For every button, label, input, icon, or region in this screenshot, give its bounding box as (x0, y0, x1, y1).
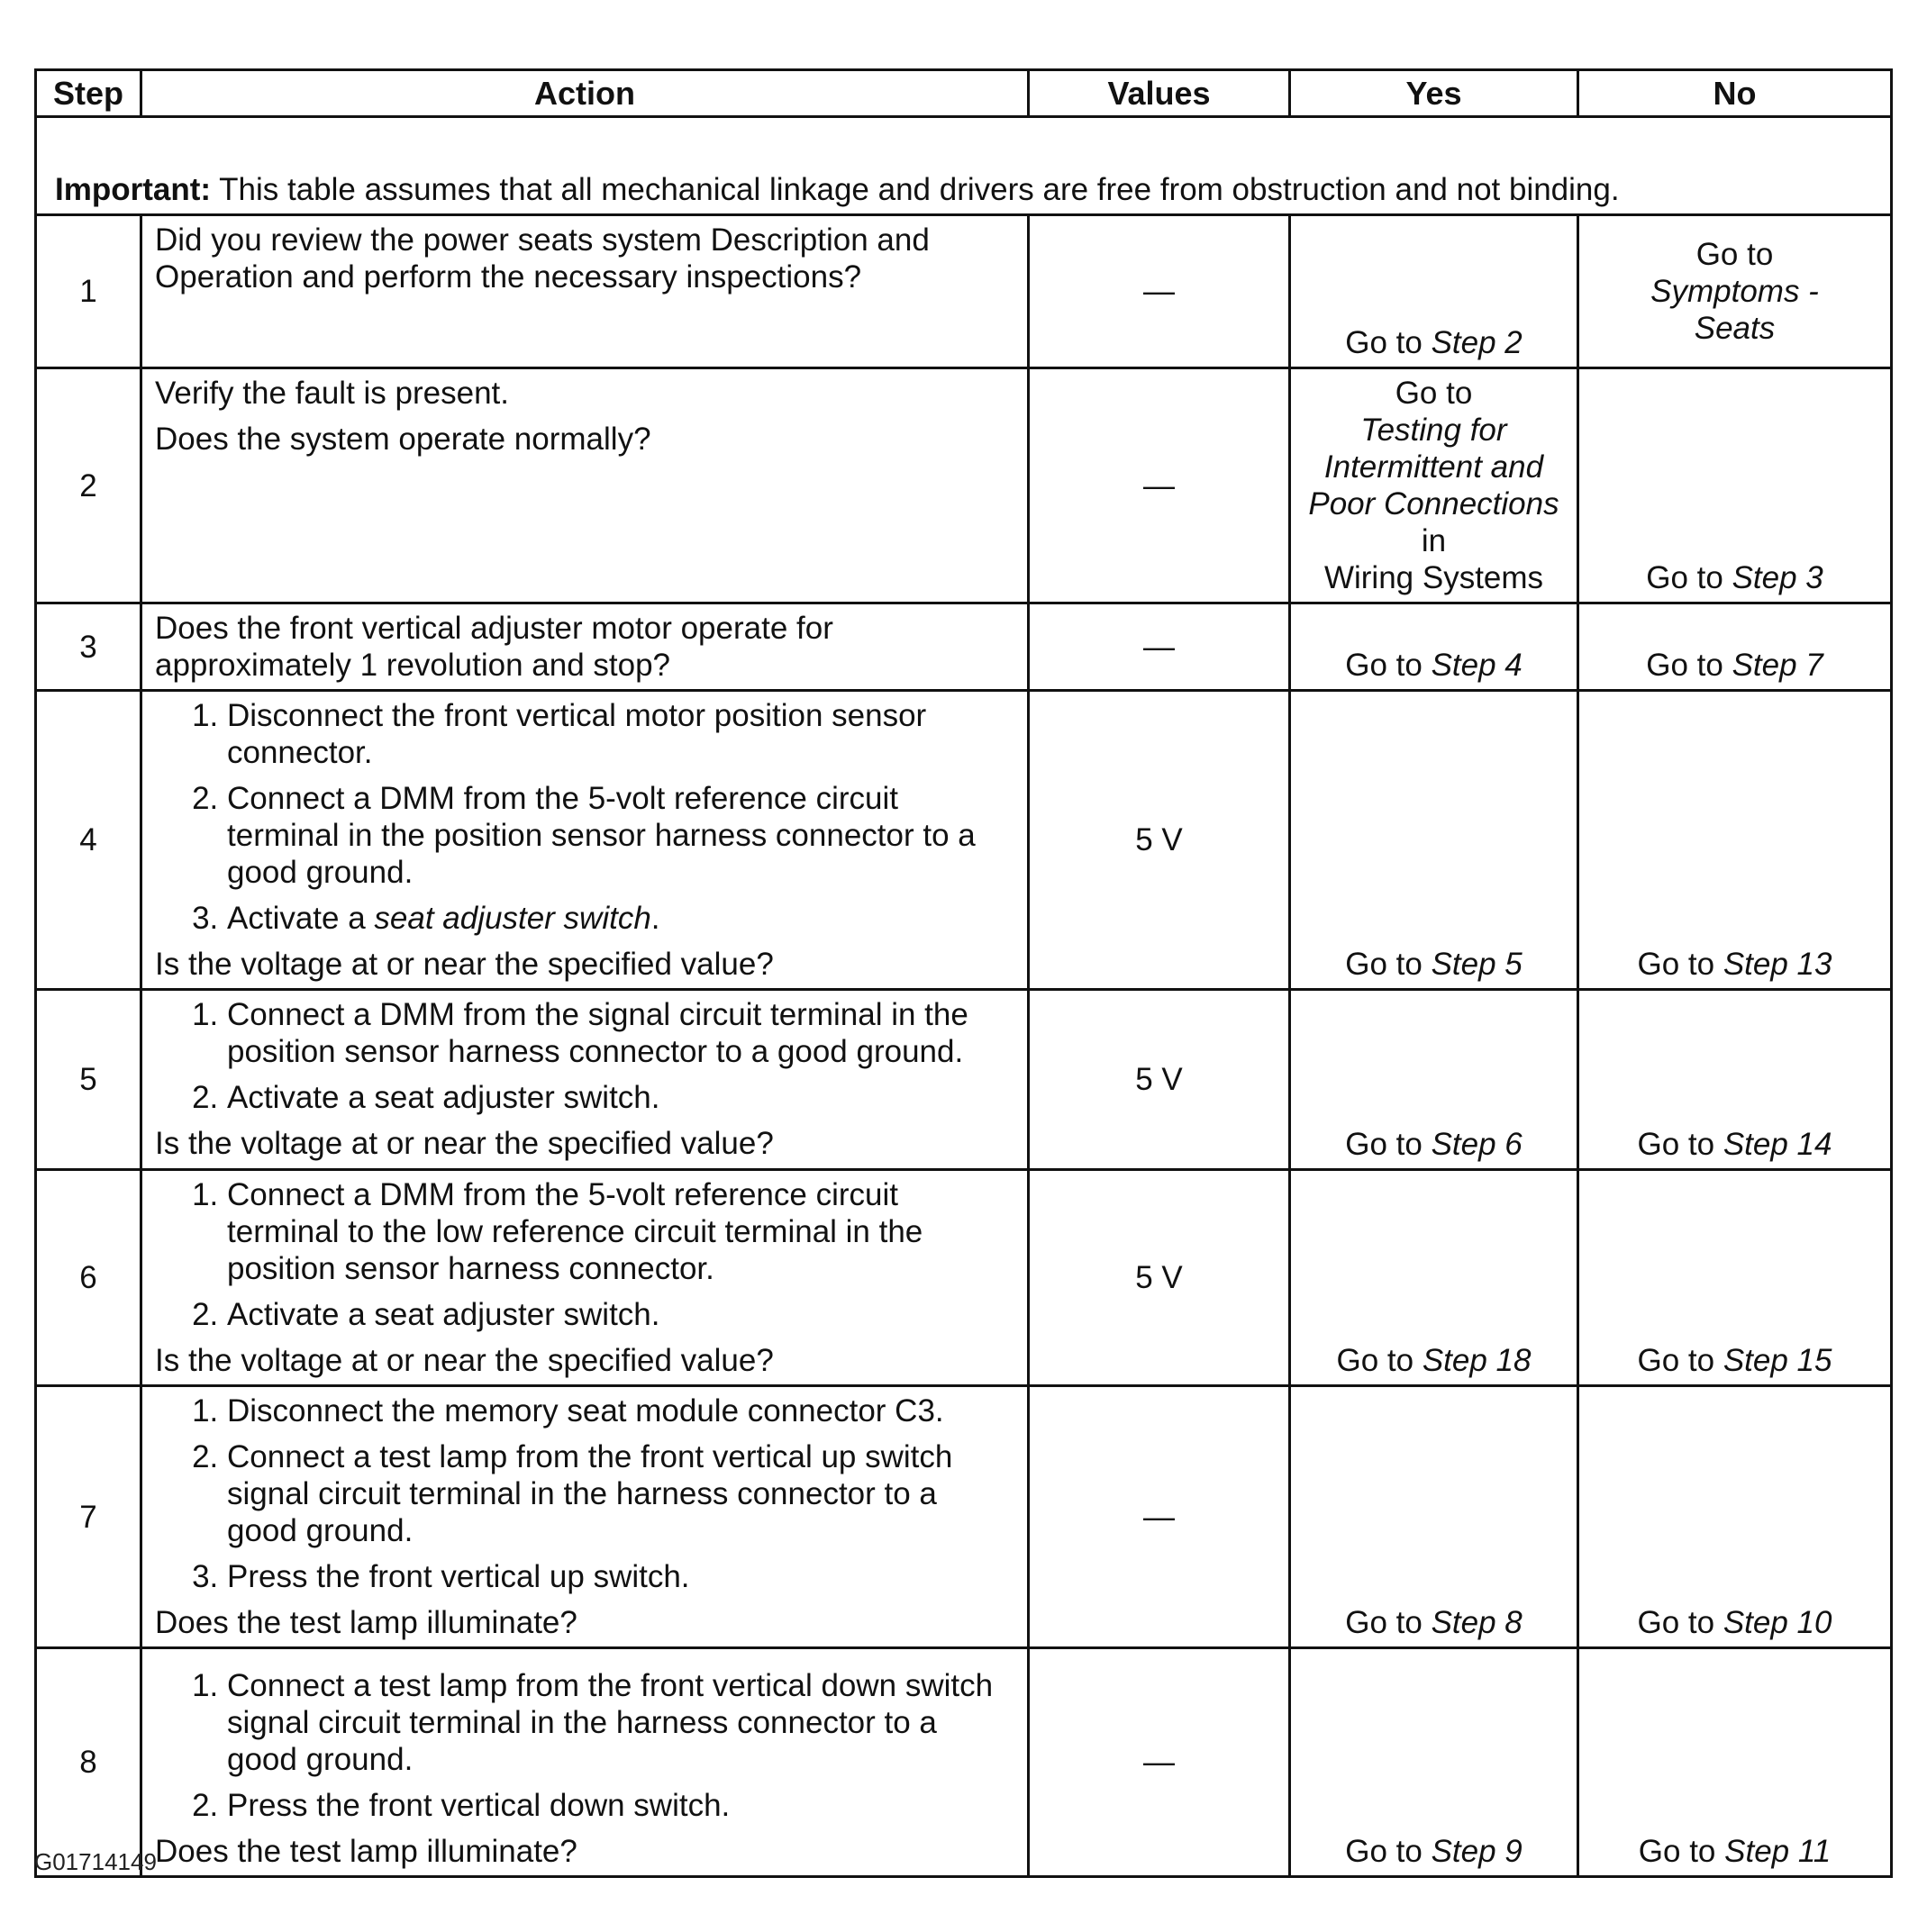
step-number: 8 (36, 1648, 141, 1877)
goto-prefix: Go to (1637, 1343, 1723, 1378)
goto-target: Step 7 (1732, 648, 1823, 683)
goto-prefix: Go to (1336, 1343, 1423, 1378)
goto-prefix: Go to (1395, 376, 1473, 411)
goto-prefix: Go to (1637, 1127, 1723, 1162)
goto-target: Testing for (1360, 413, 1507, 448)
substep: 2. Activate a seat adjuster switch. (227, 1079, 1014, 1116)
action-cell (141, 691, 1029, 990)
figure-id: G01714149 (34, 1848, 157, 1875)
step-number: 2 (36, 368, 141, 603)
goto-target: Step 6 (1431, 1127, 1523, 1162)
table-row (36, 1170, 1892, 1386)
substep-list (155, 996, 1014, 1116)
substep: 1. Connect a test lamp from the front vertical down switch signal circuit terminal in the harness connector to a good ground. (227, 1667, 1014, 1778)
goto-target: Step 14 (1723, 1127, 1832, 1162)
yes-cell (1290, 1170, 1578, 1386)
goto-target: Step 10 (1723, 1605, 1832, 1640)
goto-prefix: Go to (1345, 325, 1432, 360)
yes-cell (1290, 215, 1578, 368)
value-cell: 5 V (1029, 1170, 1290, 1386)
goto-target: Step 2 (1431, 325, 1523, 360)
goto-prefix: Go to (1637, 947, 1723, 982)
goto-prefix: Go to (1345, 947, 1432, 982)
action-question: Does the test lamp illuminate? (155, 1834, 577, 1869)
action-cell (141, 368, 1029, 603)
action-question: Does the test lamp illuminate? (155, 1605, 577, 1640)
step-number: 1 (36, 215, 141, 368)
action-question: Is the voltage at or near the specified value? (155, 1126, 774, 1161)
yes-line: Wiring Systems (1323, 560, 1544, 595)
important-note (36, 117, 1892, 215)
goto-prefix: Go to (1637, 1605, 1723, 1640)
action-cell (141, 1170, 1029, 1386)
action-question: Does the front vertical adjuster motor operate for approximately 1 revolution and stop? (155, 611, 833, 683)
goto-prefix: Go to (1646, 560, 1732, 595)
step-number: 7 (36, 1386, 141, 1648)
header-no: No (1578, 70, 1892, 117)
important-label: Important: (55, 172, 212, 207)
goto-prefix: Go to (1638, 1834, 1725, 1869)
substep: 1. Disconnect the front vertical motor position sensor connector. (227, 697, 1014, 771)
yes-cell (1290, 368, 1578, 603)
goto-target: Step 8 (1431, 1605, 1523, 1640)
value-cell: — (1029, 215, 1290, 368)
italic-term: seat adjuster switch (374, 901, 651, 936)
substep-list (155, 1392, 1014, 1595)
no-cell (1578, 1386, 1892, 1648)
table-row (36, 603, 1892, 691)
substep: 2. Connect a DMM from the 5-volt reference circuit terminal in the position sensor harness connector to a good ground. (227, 780, 1014, 891)
action-cell (141, 1648, 1029, 1877)
table-row (36, 215, 1892, 368)
goto-target: Step 18 (1422, 1343, 1532, 1378)
table-row (36, 1386, 1892, 1648)
substep: 1. Disconnect the memory seat module connector C3. (227, 1392, 1014, 1429)
no-line: Go to (1695, 237, 1774, 272)
table-row (36, 1648, 1892, 1877)
substep: 2. Connect a test lamp from the front vertical up switch signal circuit terminal in the harness connector to a good ground. (227, 1438, 1014, 1549)
no-cell (1578, 603, 1892, 691)
no-cell (1578, 368, 1892, 603)
substep: 3. Activate a seat adjuster switch. (227, 900, 1014, 937)
no-cell (1578, 215, 1892, 368)
value-cell: — (1029, 1648, 1290, 1877)
substep-list (155, 1176, 1014, 1333)
step-number: 5 (36, 990, 141, 1170)
substep-list (155, 1667, 1014, 1824)
action-question: Is the voltage at or near the specified value? (155, 1343, 774, 1378)
value-cell: 5 V (1029, 691, 1290, 990)
value-cell: — (1029, 368, 1290, 603)
header-action: Action (141, 70, 1029, 117)
yes-line: in (1421, 523, 1447, 558)
yes-cell (1290, 1648, 1578, 1877)
action-cell (141, 215, 1029, 368)
goto-target: Step 13 (1723, 947, 1832, 982)
goto-prefix: Go to (1345, 648, 1432, 683)
action-cell (141, 1386, 1029, 1648)
goto-target: Step 11 (1724, 1834, 1832, 1869)
substep-list (155, 697, 1014, 937)
goto-prefix: Go to (1345, 1127, 1432, 1162)
value-cell: — (1029, 603, 1290, 691)
table-row (36, 691, 1892, 990)
action-question: Is the voltage at or near the specified value? (155, 947, 774, 982)
no-cell (1578, 1648, 1892, 1877)
no-line: Seats (1694, 311, 1776, 346)
yes-line: Poor Connections (1308, 486, 1559, 522)
no-line: Symptoms - (1650, 274, 1819, 309)
substep: 1. Connect a DMM from the 5-volt reference circuit terminal to the low reference circuit terminal in the position sensor harness connector. (227, 1176, 1014, 1287)
action-cell (141, 603, 1029, 691)
yes-cell (1290, 990, 1578, 1170)
goto-target: Step 15 (1723, 1343, 1832, 1378)
yes-cell (1290, 691, 1578, 990)
step-number: 6 (36, 1170, 141, 1386)
goto-target: Step 5 (1431, 947, 1523, 982)
important-text: This table assumes that all mechanical linkage and drivers are free from obstruction and not binding. (211, 172, 1620, 207)
action-question: Does the system operate normally? (155, 422, 651, 457)
goto-prefix: Go to (1345, 1605, 1432, 1640)
goto-target: Step 3 (1732, 560, 1823, 595)
goto-prefix: Go to (1646, 648, 1732, 683)
yes-cell (1290, 1386, 1578, 1648)
goto-prefix: Go to (1345, 1834, 1432, 1869)
table-row (36, 368, 1892, 603)
action-cell (141, 990, 1029, 1170)
header-row (36, 70, 1892, 117)
action-text: Verify the fault is present. (155, 376, 509, 411)
goto-target: Step 9 (1431, 1834, 1523, 1869)
value-cell: — (1029, 1386, 1290, 1648)
yes-line: Intermittent and (1323, 449, 1544, 485)
header-yes: Yes (1290, 70, 1578, 117)
substep: 2. Activate a seat adjuster switch. (227, 1296, 1014, 1333)
substep: 3. Press the front vertical up switch. (227, 1558, 1014, 1595)
no-cell (1578, 1170, 1892, 1386)
diagnostic-table (34, 68, 1893, 1878)
substep: 2. Press the front vertical down switch. (227, 1787, 1014, 1824)
header-step: Step (36, 70, 141, 117)
important-note-row (36, 117, 1892, 215)
table-row (36, 990, 1892, 1170)
action-question: Did you review the power seats system Description and Operation and perform the necessary inspections? (155, 222, 930, 295)
yes-cell (1290, 603, 1578, 691)
step-number: 4 (36, 691, 141, 990)
value-cell: 5 V (1029, 990, 1290, 1170)
substep: 1. Connect a DMM from the signal circuit terminal in the position sensor harness connector to a good ground. (227, 996, 1014, 1070)
step-number: 3 (36, 603, 141, 691)
header-values: Values (1029, 70, 1290, 117)
no-cell (1578, 990, 1892, 1170)
goto-target: Step 4 (1431, 648, 1523, 683)
no-cell (1578, 691, 1892, 990)
